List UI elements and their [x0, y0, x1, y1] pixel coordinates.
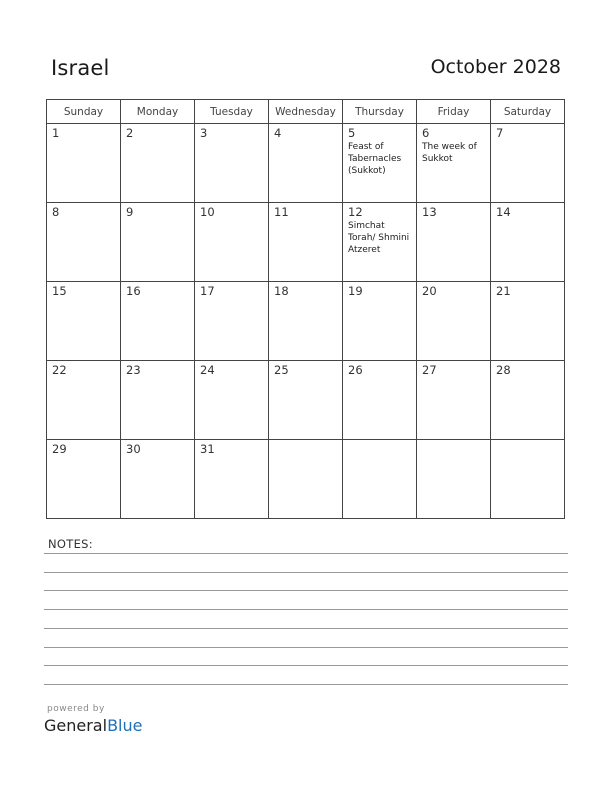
day-number: 9 [126, 205, 134, 219]
day-cell [343, 203, 417, 282]
day-number: 27 [422, 363, 437, 377]
day-number: 8 [52, 205, 60, 219]
week-row [47, 440, 565, 519]
day-cell [491, 282, 565, 361]
note-line [44, 665, 568, 666]
day-number: 29 [52, 442, 67, 456]
holiday-label: Simchat Torah/ Shmini Atzeret [348, 221, 410, 255]
day-cell [195, 361, 269, 440]
day-number: 5 [348, 126, 356, 140]
holiday-label: Feast of Tabernacles (Sukkot) [348, 142, 402, 176]
day-number: 13 [422, 205, 437, 219]
weekday-header: Tuesday [195, 100, 269, 124]
day-number: 14 [496, 205, 511, 219]
brand-general: General [44, 716, 108, 735]
day-number: 28 [496, 363, 511, 377]
day-cell [343, 361, 417, 440]
day-cell [269, 361, 343, 440]
day-cell [491, 440, 565, 519]
weekday-header: Friday [417, 100, 491, 124]
day-cell [417, 282, 491, 361]
day-cell [195, 440, 269, 519]
calendar-body [47, 124, 565, 519]
day-cell [417, 361, 491, 440]
day-cell [195, 124, 269, 203]
day-cell [47, 203, 121, 282]
day-cell [47, 282, 121, 361]
day-cell [121, 282, 195, 361]
powered-by-text: powered by [47, 704, 105, 714]
day-number: 25 [274, 363, 289, 377]
day-number: 11 [274, 205, 289, 219]
week-row [47, 361, 565, 440]
day-number: 16 [126, 284, 141, 298]
day-number: 21 [496, 284, 511, 298]
country-title: Israel [51, 56, 110, 80]
day-number: 26 [348, 363, 363, 377]
day-cell [417, 440, 491, 519]
weekday-header: Thursday [343, 100, 417, 124]
day-cell [343, 440, 417, 519]
day-cell [269, 440, 343, 519]
day-cell [269, 203, 343, 282]
day-cell [47, 124, 121, 203]
day-number: 20 [422, 284, 437, 298]
note-line [44, 609, 568, 610]
holiday-label: The week of Sukkot [422, 142, 477, 164]
calendar-grid [46, 99, 565, 519]
day-number: 2 [126, 126, 134, 140]
day-number: 30 [126, 442, 141, 456]
day-number: 24 [200, 363, 215, 377]
brand-blue: Blue [107, 716, 143, 735]
week-row [47, 124, 565, 203]
day-number: 6 [422, 126, 430, 140]
day-number: 31 [200, 442, 215, 456]
weekday-header: Monday [121, 100, 195, 124]
day-cell [47, 361, 121, 440]
note-line [44, 590, 568, 591]
day-number: 22 [52, 363, 67, 377]
weekday-header-row [47, 100, 565, 124]
day-cell [491, 124, 565, 203]
day-cell [121, 124, 195, 203]
day-number: 12 [348, 205, 363, 219]
day-number: 3 [200, 126, 208, 140]
weekday-header: Saturday [491, 100, 565, 124]
day-number: 17 [200, 284, 215, 298]
day-number: 19 [348, 284, 363, 298]
note-line [44, 553, 568, 554]
day-cell [121, 361, 195, 440]
day-cell [343, 282, 417, 361]
week-row [47, 203, 565, 282]
day-cell [343, 124, 417, 203]
day-cell [195, 282, 269, 361]
day-number: 1 [52, 126, 60, 140]
day-cell [417, 124, 491, 203]
day-cell [491, 361, 565, 440]
day-cell [269, 282, 343, 361]
notes-label: NOTES: [48, 537, 93, 551]
day-cell [417, 203, 491, 282]
note-line [44, 684, 568, 685]
day-cell [121, 440, 195, 519]
generalblue-logo [44, 716, 142, 735]
day-cell [47, 440, 121, 519]
day-number: 7 [496, 126, 504, 140]
day-number: 23 [126, 363, 141, 377]
week-row [47, 282, 565, 361]
note-line [44, 572, 568, 573]
day-cell [491, 203, 565, 282]
day-number: 15 [52, 284, 67, 298]
day-cell [121, 203, 195, 282]
weekday-header: Wednesday [269, 100, 343, 124]
day-number: 4 [274, 126, 282, 140]
day-cell [269, 124, 343, 203]
day-cell [195, 203, 269, 282]
day-number: 10 [200, 205, 215, 219]
month-year-title: October 2028 [430, 56, 561, 78]
note-line [44, 647, 568, 648]
note-line [44, 628, 568, 629]
day-number: 18 [274, 284, 289, 298]
weekday-header: Sunday [47, 100, 121, 124]
